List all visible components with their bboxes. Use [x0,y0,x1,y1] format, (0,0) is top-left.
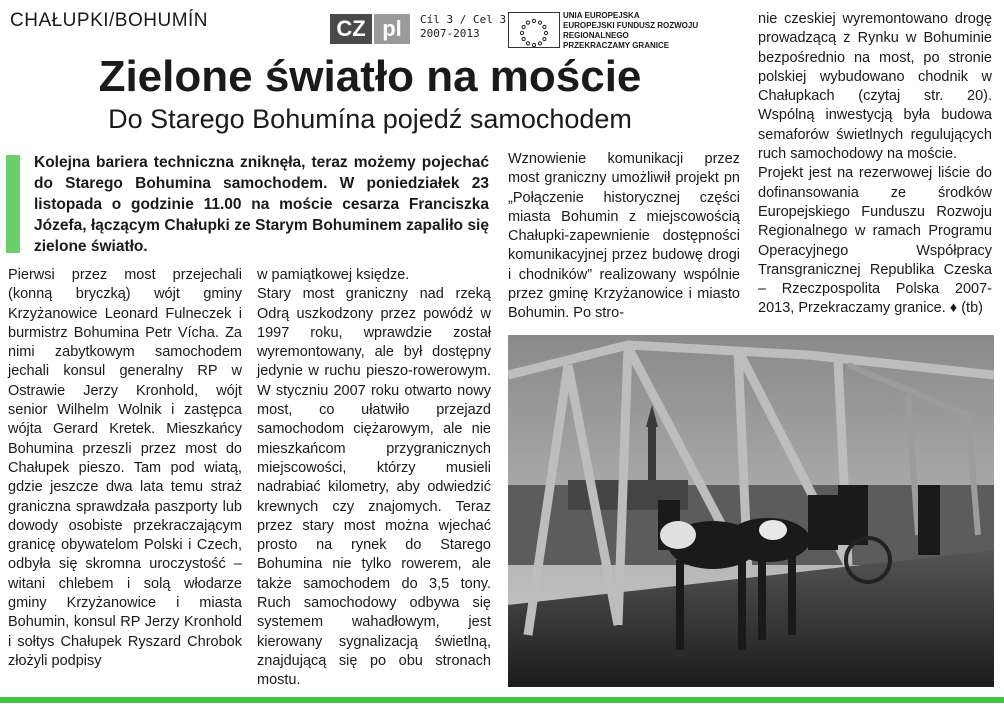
lead-accent-bar [6,155,20,253]
column-2-text-b: Stary most graniczny nad rzeką Odrą uszkodzony przez powódź w 1997 roku, wprawdzie został wyremontowany, ale był dostępny jedynie w ruchu pieszo-rowerowym. W styczniu 2007 roku otwarto nowy most, co ułatwiło przejazd samochodom ciężarowym, ale nie mieszkańcom przygranicznych miejscowości, którzy musieli nadrabiać kilometry, aby odwiedzić krewnych czy znajomych. Teraz przez stary most można wjechać prosto na rynek do Starego Bohumina nie tylko rowerem, ale także samochodem do 3,5 tony. Ruch samochodowy odbywa się systemem wahadłowym, jest kierowany sygnalizacją świetlną, znajdującą się po obu stronach mostu. [257,286,491,689]
article-headline: Zielone światło na moście [98,52,642,101]
section-kicker: CHAŁUPKI/BOHUMÍN [10,10,209,31]
eu-flag-icon [508,12,560,48]
column-1-text: Pierwsi przez most przejechali (konną bryczką) wójt gminy Krzyżanowice Leonard Fulneczek i burmistrz Bohumina Petr Vícha. Za nimi zabytkowym samochodem jechali konsul generalny RP w Ostrawie Jerzy Kronhold, wójt senior Wilhelm Wolnik i zastępca wójta Gerard Kretek. Mieszkańcy Bohumina przeszli przez most do Chałupek pieszo. Tam pod wiatą, gdzie jeszcze dwa lata temu straż graniczna sprawdzała paszporty lub dowody osobiste przekraczającym granicę obywatelom Polski i Czech, odbyła się skromna uroczystość – witani chlebem i solą włodarze gminy Krzyżanowice i miasta Bohumin, konsul RP Jerzy Kronhold i sołtys Chałupek Ryszard Chrobok złożyli podpisy [8,267,242,669]
article-column-1 [8,266,242,671]
column-3-text: Wznowienie komunikacji przez most graniczny umożliwił projekt pn „Połączenie historycznej części miasta Bohumin z miejscowością Chałupki-zapewnienie dostępności komunikacyjnej przez budowę drogi i chodników” realizowany wspólnie przez gminę Krzyżanowice i miasto Bohumin. Po stro- [508,151,740,322]
cz-logo: CZ [330,14,372,44]
article-subhead: Do Starego Bohumína pojedź samochodem [108,104,632,134]
column-4-text-a: nie czeskiej wyremontowano drogę prowadzącą z Rynku w Bohuminie bezpośrednio na most, po stronie polskiej wybudowano chodnik w Chałupkach (czytaj str. 20). Wspólną inwestycją była budowa semaforów świetlnych regulujących ruch samochodowy na moście. [758,11,992,163]
article-lead: Kolejna bariera techniczna zniknęła, teraz możemy pojechać do Starego Bohumina samochodem. W poniedziałek 23 listopada o godzinie 11.00 na moście cesarza Franciszka Józefa, łączącym Chałupki ze Starym Bohuminem zapaliło się zielone światło. [34,154,489,255]
column-2-text-a: w pamiątkowej księdze. [257,267,410,283]
program-label-line2: 2007-2013 [420,27,480,40]
program-label [420,13,506,41]
pl-logo: pl [374,14,410,44]
eu-text-line3: PRZEKRACZAMY GRANICE [563,41,670,50]
bottom-accent-line [0,697,1004,703]
article-column-2 [257,266,491,691]
eu-text-line1: UNIA EUROPEJSKA [563,11,640,20]
column-4-text-b: Projekt jest na rezerwowej liście do dofinansowania ze środków Europejskiego Funduszu Rozwoju Regionalnego w ramach Programu Operacyjnego Współpracy Transgranicznej Republika Czeska – Rzeczpospolita Polska 2007-2013, Przekraczamy granice. ♦ (tb) [758,165,992,317]
bridge-photo [508,335,994,687]
article-column-4 [758,10,992,319]
eu-text [563,11,743,51]
article-column-3 [508,150,740,324]
program-label-line1: Cíl 3 / Cel 3 [420,13,507,26]
eu-text-line2: EUROPEJSKI FUNDUSZ ROZWOJU REGIONALNEGO [563,21,699,40]
